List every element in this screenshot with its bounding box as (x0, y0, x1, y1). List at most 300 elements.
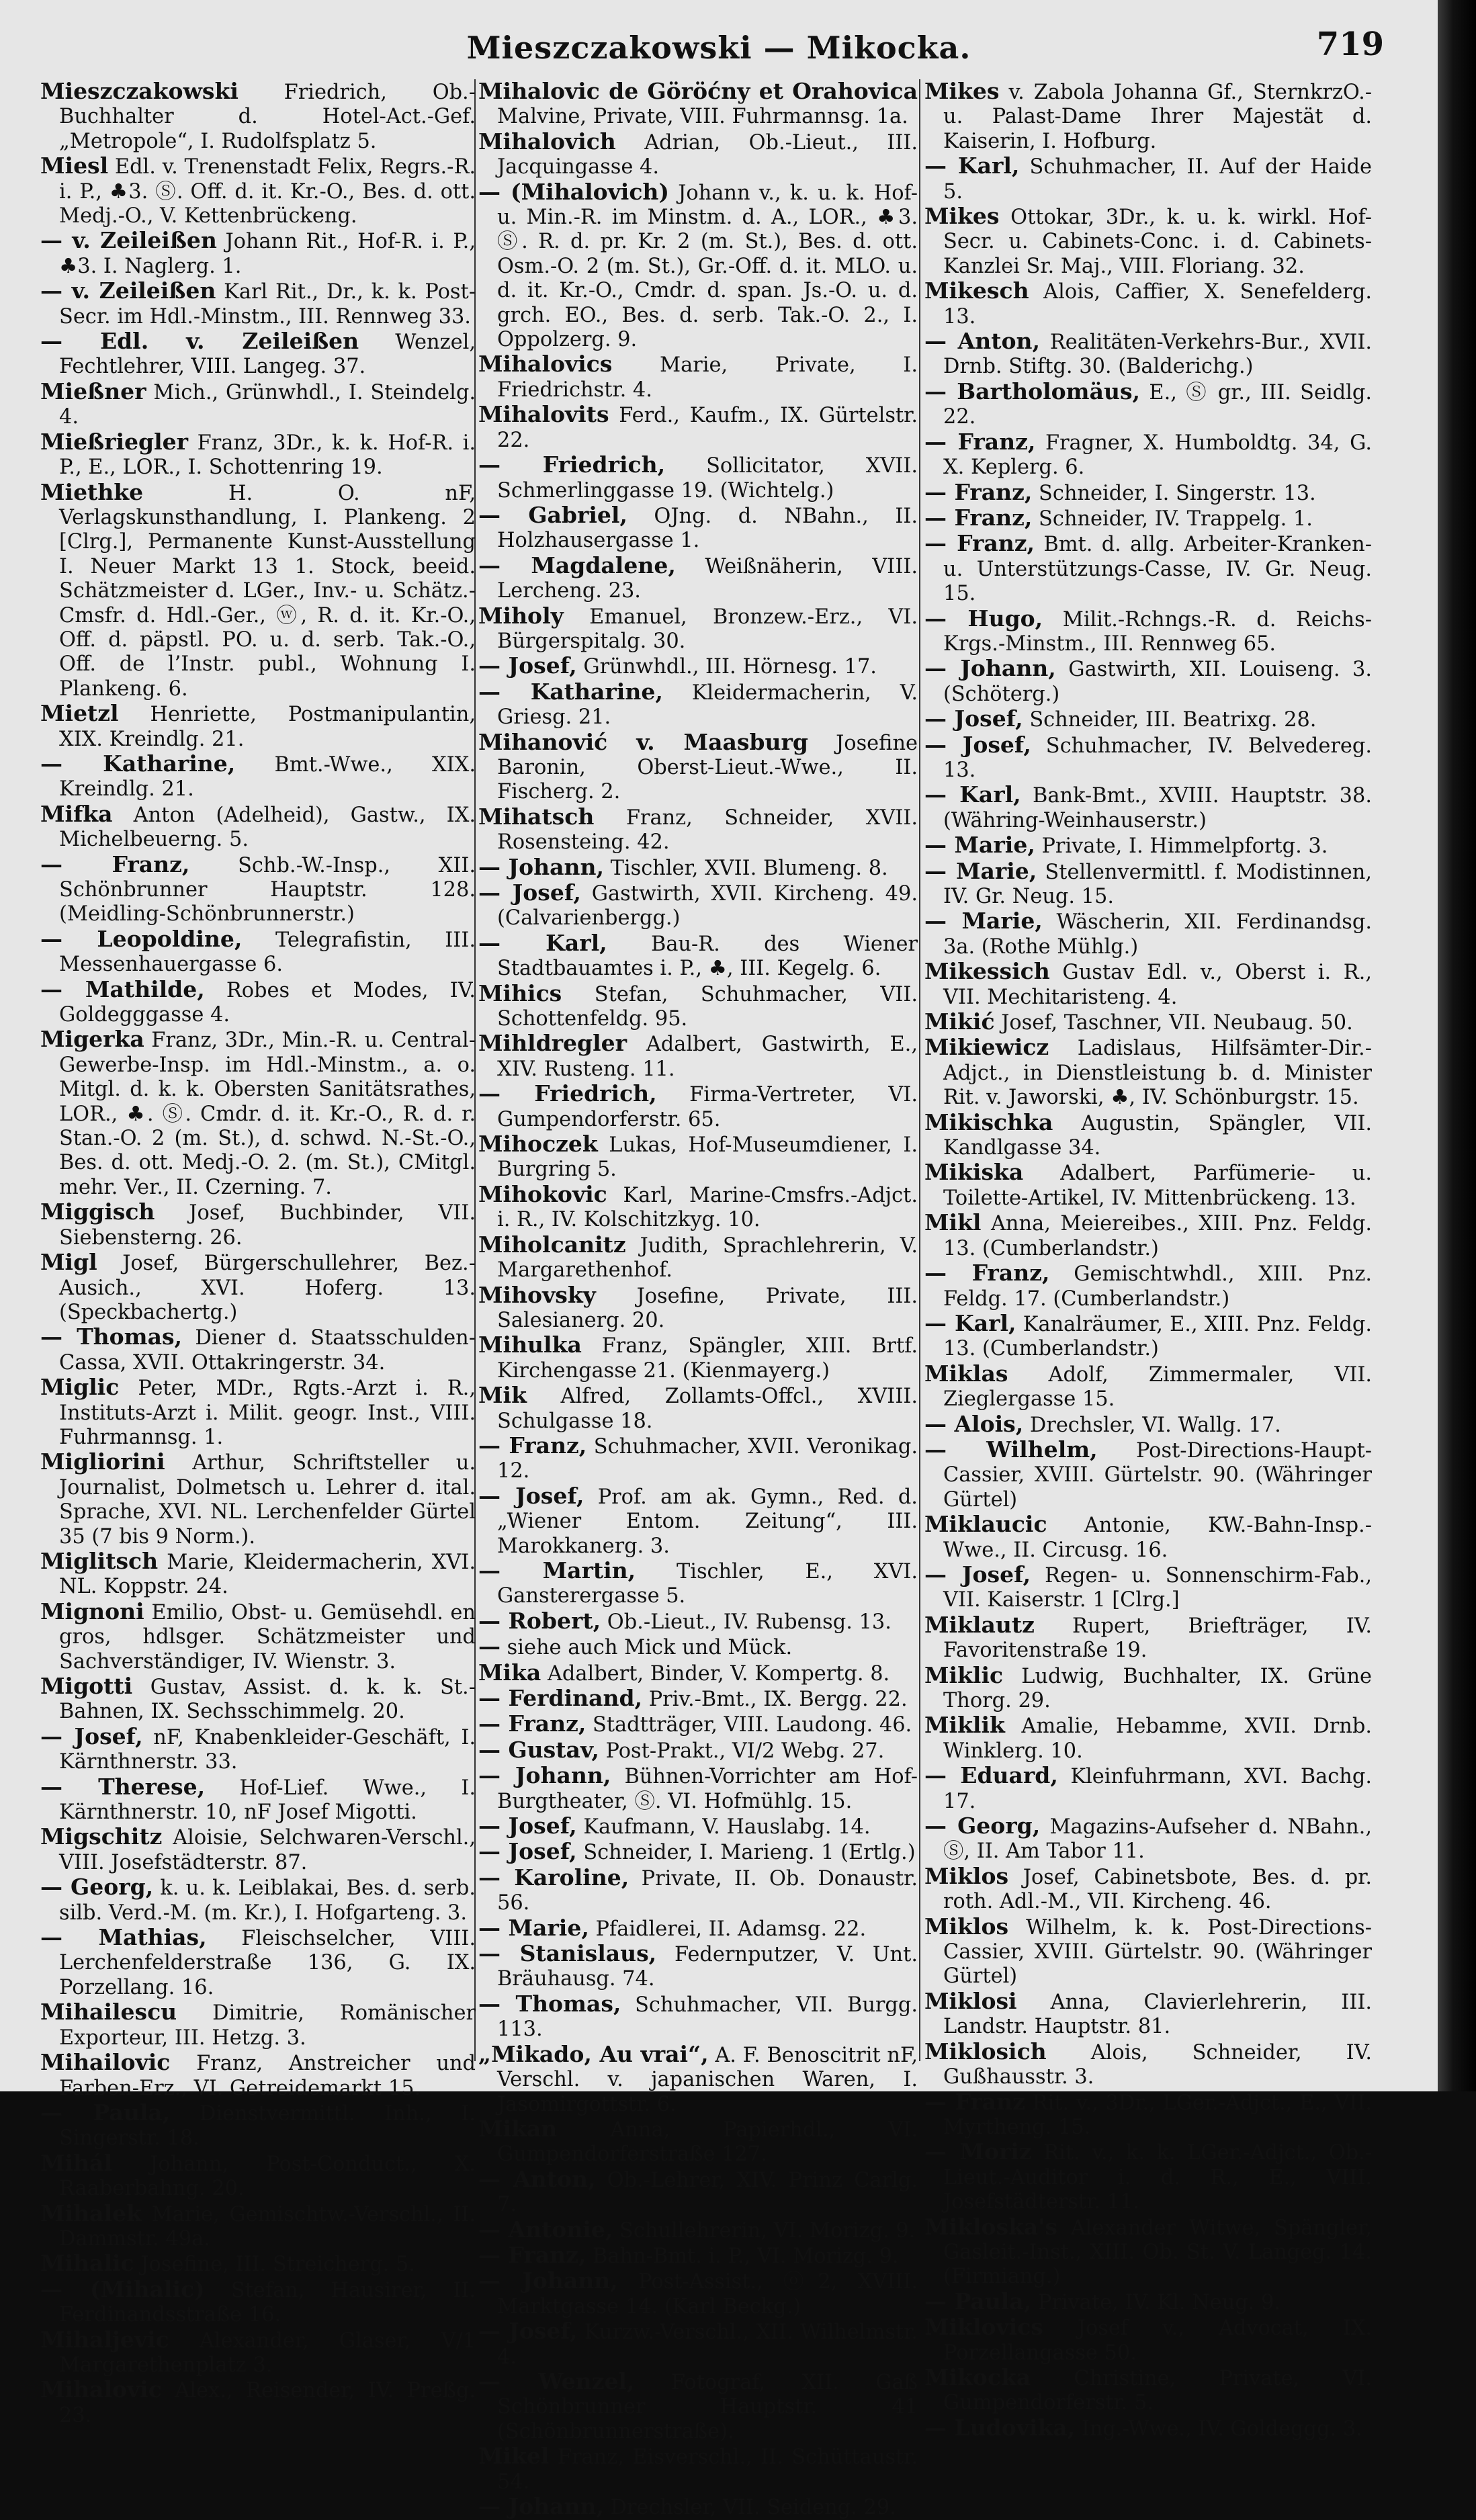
entry-details: Wäscherin, XII. Ferdinandsg. 3a. (Rothe Mühlg.) (943, 910, 1372, 959)
entry-surname: — Johann, (478, 2493, 604, 2519)
entry-details: Drechsler, VI. Wallg. 17. (1029, 1413, 1281, 1437)
entry-surname: — Robert, (478, 1607, 601, 1634)
directory-entry (40, 1725, 476, 1775)
directory-entry (40, 1674, 476, 1725)
entry-surname: — Edl. v. Zeileißen (40, 328, 359, 355)
entry-surname: — Thomas, (478, 1990, 621, 2017)
entry-details: Gastwirth, XVII. Kircheng. 49. (Calvarienbergg.) (497, 882, 918, 930)
entry-surname: — Josef, (478, 1813, 577, 1839)
entry-details: Marie, Gemischtw.-Verschl., II. Dammstr. 49a. (59, 2202, 476, 2251)
directory-entry (478, 604, 918, 654)
entry-surname: — Eduard, (924, 1762, 1058, 1789)
entry-details: H. O. nF, Verlagskunsthandlung, I. Plankeng. 2 [Clrg.], Permanente Kunst-Ausstellung I. Neuer Markt 13 1. Stock, beeid. Schätzmeister d. LGer., Inv.- u. Schätz.-Cmsfr. d. Hdl.-Ger., ⓦ, R. d. it. Kr.-O., Off. d. päpstl. PO. u. d. serb. Tak.-O., Off. de l’Instr. publ., Wohnung I. Plankeng. 6. (59, 481, 476, 701)
entry-details: v. Zabola Johanna Gf., SternkrzO.-u. Palast-Dame Ihrer Majestät d. Kaiserin, I. Hofburg. (943, 81, 1372, 153)
directory-entry (924, 1512, 1372, 1563)
entry-details: Josefine Baronin, Oberst-Lieut.-Wwe., II. Fischerg. 2. (497, 731, 918, 804)
book-gutter-edge (1438, 0, 1476, 2091)
entry-surname: Mikischka (924, 1109, 1053, 1135)
entry-surname: Miesl (40, 153, 109, 179)
entry-details: Gustav, Assist. d. k. k. St.-Bahnen, IX. Sechsschimmelg. 20. (59, 1676, 476, 1724)
entry-surname: Mihailescu (40, 1999, 177, 2026)
entry-surname: Miklos (924, 1862, 1009, 1889)
entry-details: Stadtträger, VIII. Laudong. 46. (593, 1713, 912, 1737)
entry-details: Franz, Schneider, XVII. Rosensteing. 42. (497, 806, 918, 855)
entry-surname: — Marie, (924, 908, 1043, 935)
entry-details: Franz, 3Dr., Min.-R. u. Central-Gewerbe-Insp. im Hdl.-Minstm., a. o. Mitgl. d. k. k. Obersten Sanitätsrathes, LOR., ♣. Ⓢ. Cmdr. d. it. Kr.-O., R. d. r. Stan.-O. 2 (m. St.), d. schwd. N.-St.-O., Bes. d. ott. Medj.-O. 2. (m. St.), CMitgl. mehr. Ver., II. Czerning. 7. (59, 1029, 476, 1199)
entry-details: Karl Rit., Dr., k. k. Post-Secr. im Hdl.-Minstm., III. Rennweg 33. (59, 280, 476, 329)
directory-entry (924, 656, 1372, 707)
directory-entry (478, 680, 918, 730)
entry-surname: Mihics (478, 980, 562, 1006)
entry-details: Friedrich, Ob.-Buchhalter d. Hotel-Act.-Gef. „Metropole“, I. Rudolfsplatz 5. (59, 81, 476, 153)
entry-details: Franz, Eisverschl., II. Schüttaustr. 54. (497, 2445, 918, 2494)
directory-entry (40, 2251, 476, 2277)
running-head: Mieszczakowski — Mikocka. (466, 30, 971, 66)
entry-details: Edl. v. Trenenstadt Felix, Regrs.-R. i. P., ♣3. Ⓢ. Off. d. it. Kr.-O., Bes. d. ott. Medj.-O., V. Kettenbrückeng. (59, 155, 476, 228)
directory-entry (478, 2042, 918, 2117)
entry-surname: — Josef, (40, 1723, 143, 1749)
entry-details: Ladislaus, Hilfsämter-Dir.-Adjct., in Dienstleistung b. d. Minister Rit. v. Jaworski, ♣, IV. Schönburgstr. 15. (943, 1037, 1372, 1110)
directory-entry (478, 855, 918, 881)
entry-surname: — v. Zeileißen (40, 227, 217, 254)
entry-surname: — Karl, (478, 929, 607, 956)
entry-surname: Miethke (40, 478, 144, 505)
directory-entry (40, 1549, 476, 1600)
entry-surname: Mihalic (40, 2250, 134, 2277)
entry-surname: — Johann, (924, 655, 1056, 682)
entry-details: Adalbert, Parfümerie- u. Toilette-Artikel, IV. Mittenbrückeng. 13. (943, 1162, 1372, 1210)
directory-entry (478, 1383, 918, 1434)
entry-details: Private, I. Himmelpfortg. 3. (1041, 834, 1328, 859)
entry-surname: — Josef, (478, 2318, 578, 2345)
entry-details: Adolf, Zimmermaler, VII. Zieglergasse 15. (943, 1362, 1372, 1411)
entry-details: Johann, Post-Conduct., X. Raaberbahng. 20. (59, 2152, 476, 2201)
directory-entry (478, 654, 918, 679)
entry-surname: Miklic (924, 1661, 1004, 1688)
directory-entry (478, 730, 918, 805)
entry-surname: Mihalovits (478, 401, 609, 428)
entry-details: Robes et Modes, IV. Goldegggasse 4. (59, 978, 476, 1027)
directory-entry (478, 2494, 918, 2520)
entry-surname: Mießner (40, 378, 146, 404)
directory-entry (40, 2050, 476, 2101)
entry-surname: — Karl, (924, 781, 1021, 808)
entry-surname: — Anton, (924, 328, 1041, 355)
entry-surname: — Franz, (924, 504, 1033, 531)
entry-details: Sollicitator, XVII. Schmerlinggasse 19. (Wichtelg.) (497, 454, 918, 503)
column-2 (478, 78, 918, 2519)
directory-entry (478, 1233, 918, 1283)
entry-details: Josef, Buchbinder, VII. Siebensterng. 26. (59, 1201, 476, 1250)
directory-entry (40, 228, 476, 279)
entry-surname: — Katharine, (478, 678, 663, 705)
entry-details: Josef, Taschner, VII. Neubaug. 50. (1001, 1011, 1353, 1035)
directory-entry (924, 380, 1372, 430)
entry-details: Adrian, Ob.-Lieut., III. Jacquingasse 4. (497, 130, 918, 179)
directory-entry (478, 1992, 918, 2042)
entry-surname: — Mathilde, (40, 975, 205, 1002)
entry-details: Fragner, X. Humboldtg. 34, G. X. Keplerg. 6. (943, 431, 1372, 480)
entry-surname: — Georg, (924, 1813, 1041, 1839)
directory-entry (40, 802, 476, 853)
entry-details: Alois, Caffier, X. Senefelderg. 13. (943, 280, 1372, 329)
entry-details: Johann v., k. u. k. Hof- u. Min.-R. im Minstm. d. A., LOR., ♣3. Ⓢ. R. d. pr. Kr. 2 (m. St.), Bes. d. ott. Osm.-O. 2 (m. St.), Gr.-Off. d. it. MLO. u. d. it. Kr.-O., Cmdr. d. span. Js.-O. u. d. grch. EO., Bes. d. serb. Tak.-O. 2., I. Oppolzerg. 9. (497, 181, 918, 352)
entry-surname: — Franz, (924, 530, 1035, 557)
entry-details: Gustav Edl. v., Oberst i. R., VII. Mechitaristeng. 4. (943, 961, 1372, 1009)
entry-surname: — Marie, (478, 1914, 589, 1941)
directory-entry (924, 1160, 1372, 1211)
entry-surname: — Bartholomäus, (924, 378, 1141, 404)
entry-details: Bank-Bmt., XVIII. Hauptstr. 38. (Währing-Weinhauserstr.) (943, 784, 1372, 832)
entry-surname: Mikić (924, 1008, 995, 1035)
directory-entry (924, 329, 1372, 380)
directory-entry (924, 733, 1372, 783)
entry-surname: Mieszczakowski (40, 78, 238, 104)
entry-surname: Mihaljevic (40, 2326, 169, 2353)
entry-surname: Mik (478, 1382, 527, 1409)
entry-details: Marie, Kleidermacherin, XVI. NL. Koppstr. 24. (59, 1550, 476, 1599)
entry-details: Lukas, Hof-Museumdiener, I. Burgring 5. (497, 1133, 918, 1182)
entry-surname: — Hugo, (924, 605, 1043, 632)
entry-surname: — Johann, (478, 1762, 611, 1789)
directory-entry (924, 1864, 1372, 1915)
entry-surname: Mietzl (40, 700, 119, 727)
directory-entry (40, 79, 476, 154)
directory-entry (40, 1200, 476, 1250)
directory-entry (478, 1333, 918, 1383)
entry-details: Anton (Adelheid), Gastw., IX. Michelbeuerng. 5. (59, 803, 476, 852)
entry-surname: Migliorini (40, 1448, 165, 1475)
directory-entry (40, 1600, 476, 1674)
directory-entry (478, 554, 918, 604)
directory-entry (40, 329, 476, 380)
entry-details: Anna, Meiereibes., XIII. Pnz. Feldg. 13. (Cumberlandstr.) (943, 1212, 1372, 1260)
entry-details: Amalie, Hebamme, XVII. Drnb. Winklerg. 10. (943, 1714, 1372, 1763)
directory-entry (924, 783, 1372, 833)
entry-details: Milit.-Rchngs.-R. d. Reichs-Krgs.-Minstm., III. Rennweg 65. (943, 607, 1372, 656)
entry-details: Private, II. Ob. Donaustr. 56. (497, 1866, 918, 1915)
entry-surname: — Therese, (40, 1773, 206, 1800)
directory-entry (478, 881, 918, 931)
entry-surname: — Johann, (478, 2267, 618, 2294)
entry-surname: — Paula, (40, 2099, 171, 2126)
entry-surname: — Wenzel, (478, 2367, 635, 2394)
directory-entry (478, 1661, 918, 1686)
entry-surname: Mikes (924, 78, 1000, 104)
entry-details: Magazins-Aufseher d. NBahn., Ⓢ, II. Am Tabor 11. (943, 1815, 1372, 1864)
entry-details: A. F. Benoscitrit nF, Verschl. v. japanischen Waren, I. Jasomirgottstr. 6. (497, 2043, 918, 2116)
directory-entry (924, 1713, 1372, 1764)
entry-details: Schullehrerin, VI. Morizg. 9. (619, 2218, 916, 2243)
entry-surname: — v. Zeileißen (40, 277, 216, 304)
directory-entry (924, 859, 1372, 910)
entry-details: Anna, Clavierlehrerin, III. Landstr. Hauptstr. 81. (943, 1990, 1372, 2039)
entry-surname: — Ludovika, (924, 2414, 1076, 2441)
entry-details: Antonie, KW.-Bahn-Insp.-Wwe., II. Circusg. 16. (943, 1514, 1372, 1562)
entry-details: Gemischtwhdl., XIII. Pnz. Feldg. 17. (Cumberlandstr.) (943, 1262, 1373, 1311)
entry-surname: — Franz, (924, 478, 1033, 505)
entry-details: Josef, Bürgerschullehrer, Bez.-Ausich., XVI. Hoferg. 13. (Speckbachertg.) (59, 1252, 476, 1324)
entry-details: Franz, Anstreicher und Farben-Erz., VI. Getreidemarkt 15. (59, 2052, 476, 2100)
directory-entry (478, 1686, 918, 1712)
entry-details: Grünwhdl., III. Hörnesg. 17. (583, 655, 877, 679)
column-3 (924, 78, 1373, 2441)
directory-entry (924, 1111, 1372, 1161)
directory-entry (40, 380, 476, 430)
entry-surname: — Georg, (40, 1874, 154, 1901)
entry-surname: — (Mihalic) (40, 2275, 205, 2302)
entry-details: Arthur, Schriftsteller u. Journalist, Dolmetsch u. Lehrer d. ital. Sprache, XVI. NL. Lerchenfelder Gürtel 35 (7 bis 9 Norm.). (59, 1451, 476, 1549)
entry-details: Stefan, Schuhmacher, VII. Schottenfeldg. 95. (497, 982, 918, 1031)
entry-surname: — Franz, (924, 428, 1036, 455)
entry-details: Bühnen-Vorrichter am Hof-Burgtheater, Ⓢ. VI. Hofmühlg. 15. (497, 1765, 918, 1813)
directory-entry (478, 79, 918, 130)
directory-entry (478, 1559, 918, 1609)
entry-surname: — Franz (924, 2088, 1025, 2115)
directory-entry (40, 154, 476, 228)
directory-entry (478, 180, 918, 353)
entry-details: Alfred, Zollamts-Offcl., XVIII. Schulgasse 18. (497, 1385, 918, 1433)
entry-details: Schneider, III. Beatrixg. 28. (1029, 708, 1317, 732)
entry-details: Ob.-Lieut., IV. Rubensg. 13. (607, 1610, 892, 1634)
entry-surname: — Friedrich, (478, 451, 666, 478)
entry-surname: — (478, 1633, 501, 1660)
directory-entry (40, 752, 476, 802)
directory-entry (40, 2378, 476, 2428)
directory-entry (40, 2000, 476, 2050)
entry-details: Gastwirth, XII. Louiseng. 3. (Schöterg.) (943, 658, 1373, 706)
entry-surname: Miklautz (924, 1611, 1035, 1638)
entry-details: Josef v., Advocat, IX. Porzellangasse 50. (943, 2316, 1372, 2365)
entry-surname: Miglic (40, 1374, 120, 1401)
directory-entry (924, 1663, 1372, 1714)
directory-entry (924, 607, 1372, 657)
directory-entry (924, 2040, 1372, 2090)
directory-entry (924, 1563, 1372, 1613)
entry-surname: Mikes (924, 203, 1000, 230)
entry-details: Diener d. Staatsschulden-Cassa, XVII. Ottakringerstr. 34. (59, 1326, 476, 1375)
directory-entry (478, 1839, 918, 1865)
directory-entry (924, 1010, 1372, 1035)
directory-entry (924, 279, 1372, 329)
directory-entry (924, 1412, 1372, 1438)
entry-surname: Mikiska (924, 1159, 1024, 1186)
directory-entry (478, 1484, 918, 1559)
entry-details: Federnputzer, V. Unt. Bräuhausg. 74. (497, 1943, 918, 1991)
entry-details: Schuhmacher, VII. Burgg. 113. (497, 1993, 918, 2042)
directory-entry (40, 1027, 476, 1200)
entry-surname: Mihál (40, 2149, 112, 2176)
directory-entry (924, 2215, 1372, 2290)
directory-entry (924, 833, 1372, 859)
entry-details: Priv.-Bmt., IX. Bergg. 22. (648, 1688, 908, 1711)
entry-details: Anna, Papierhdl., VI. Gumpendorferstraße 127. (497, 2118, 918, 2167)
directory-entry (478, 1609, 918, 1635)
entry-surname: — Franz, (40, 851, 190, 877)
directory-entry (40, 480, 476, 702)
entry-details: Peter, MDr., Rgts.-Arzt i. R., Instituts-Arzt i. Milit. geogr. Inst., VIII. Fuhrmannsg. 1. (59, 1377, 476, 1449)
entry-details: Emanuel, Bronzew.-Erz., VI. Bürgerspitalg. 30. (497, 605, 918, 653)
entry-details: Bmt. d. allg. Arbeiter-Kranken- u. Unterstützungs-Casse, IV. Gr. Neug. 15. (943, 533, 1372, 606)
entry-surname: Mikloska's (924, 2213, 1057, 2240)
directory-entry (40, 1375, 476, 1450)
entry-details: nF, Knabenkleider-Geschäft, I. Kärnthnerstr. 33. (59, 1725, 476, 1774)
directory-entry (924, 707, 1372, 732)
entry-surname: Mihldregler (478, 1030, 627, 1057)
directory-entry (478, 1764, 918, 1814)
directory-entry (924, 531, 1372, 606)
directory-entry (924, 506, 1372, 531)
entry-details: Rit. v., 3Dr., LGer.-Adjct., E., VII. Myrtheng. 15. (943, 2091, 1372, 2139)
entry-details: Schneider, I. Marieng. 1 (Ertlg.) (583, 1841, 916, 1865)
entry-surname: Mifka (40, 800, 113, 827)
directory-entry (478, 352, 918, 402)
entry-details: Johann Rit., Hof-R. i. P., ♣3. I. Naglerg. 1. (59, 230, 476, 278)
directory-entry (478, 1082, 918, 1132)
entry-details: Weißnäherin, VIII. Lercheng. 23. (497, 554, 918, 603)
entry-surname: Miklos (924, 1913, 1009, 1940)
directory-entry (924, 1438, 1372, 1512)
entry-details: E., Ⓢ gr., III. Seidlg. 22. (943, 380, 1372, 429)
entry-surname: — Friedrich, (478, 1080, 657, 1107)
entry-surname: Mikesch (924, 277, 1029, 304)
entry-surname: — Karl, (924, 1309, 1016, 1336)
directory-entry (924, 204, 1372, 279)
entry-surname: — Josef, (924, 1561, 1031, 1588)
entry-details: k. u. k. Leiblakai, Bes. d. serb. silb. Verd.-M. (m. Kr.), I. Hofgarteng. 3. (59, 1876, 476, 1925)
entry-surname: — Josef, (924, 705, 1023, 732)
column-divider (919, 79, 920, 2061)
entry-details: Schuhmacher, II. Auf der Haide 5. (943, 155, 1373, 204)
entry-details: Rit. v., k. k. LGer.-Adjct., Ob.-Lieut.-Auditor i. d. R., E., VIII. Josefstädterstr. 11. (943, 2141, 1372, 2214)
entry-surname: Miklosi (924, 1987, 1017, 2014)
directory-entry (40, 1325, 476, 1375)
entry-surname: Miklosich (924, 2038, 1047, 2065)
directory-entry (924, 1261, 1372, 1311)
page-header (0, 20, 1438, 67)
entry-details: Post-Assist., ⓞ2, XVIII. Marktgasse 14. (Karl Beckg.) (497, 2270, 918, 2318)
entry-details: Adalbert, Gastwirth, E., XIV. Rusteng. 11. (497, 1033, 918, 1081)
directory-entry (924, 2090, 1372, 2140)
directory-entry (478, 1712, 918, 1737)
entry-details: Post-Prakt., VI/2 Webg. 27. (605, 1739, 885, 1763)
entry-surname: Miholy (478, 602, 564, 629)
directory-entry (478, 2243, 918, 2269)
entry-surname: — Gabriel, (478, 501, 627, 528)
entry-details: Schb.-W.-Insp., XII. Schönbrunner Hauptstr. 128. (Meidling-Schönbrunnerstr.) (59, 853, 476, 926)
entry-details: Mich., Grünwhdl., I. Steindelg. 4. (59, 380, 476, 429)
entry-details: Prof. am ak. Gymn., Red. d. „Wiener Entom. Zeitung“, III. Marokkanerg. 3. (497, 1485, 918, 1558)
entry-details: Josef, Cabinetsbote, Bes. d. pr. roth. Adl.-M., VII. Kircheng. 46. (943, 1865, 1372, 1914)
entry-surname: Miklik (924, 1712, 1005, 1739)
entry-surname: — Anton, (478, 2165, 596, 2192)
entry-surname: — Leopoldine, (40, 925, 243, 952)
directory-entry (40, 701, 476, 752)
entry-surname: Mikel (478, 2443, 550, 2470)
entry-details: OJng. d. NBahn., II. Holzhausergasse 1. (497, 504, 918, 553)
entry-surname: Mihovsky (478, 1281, 596, 1308)
directory-entry (478, 1434, 918, 1484)
directory-entry (40, 2101, 476, 2151)
entry-surname: — Marie, (924, 857, 1037, 884)
entry-details: Stellenvermittl. f. Modistinnen, IV. Gr. Neug. 15. (943, 860, 1372, 908)
directory-entry (924, 1989, 1372, 2040)
entry-details: Alexander, Glaser, V/1 Margarethenplatz 3. (59, 2329, 476, 2377)
directory-entry (924, 2315, 1372, 2365)
directory-entry (40, 1250, 476, 1325)
entry-details: Adalbert, Binder, V. Kompertg. 8. (547, 1661, 890, 1686)
entry-details: Ottokar, 3Dr., k. u. k. wirkl. Hof-Secr. u. Cabinets-Conc. i. d. Cabinets-Kanzlei Sr. Maj., VIII. Floriang. 32. (943, 206, 1372, 278)
entry-details: Drechsler, VII. Seideng. 29. (610, 2496, 896, 2519)
directory-entry (478, 1635, 918, 1660)
entry-surname: Mihalek (40, 2200, 142, 2226)
entry-details: Franz, Spängler, XIII. Brtf. Kirchengasse 21. (Kienmayerg.) (497, 1334, 918, 1383)
entry-surname: Migl (40, 1249, 97, 1276)
entry-surname: — Thomas, (40, 1323, 183, 1350)
directory-entry (924, 2290, 1372, 2315)
entry-details: Judith, Sprachlehrerin, V. Margarethenhof. (497, 1233, 918, 1283)
directory-entry (924, 2365, 1372, 2416)
entry-surname: Migschitz (40, 1823, 163, 1850)
directory-entry (478, 1283, 918, 1334)
column-1 (40, 78, 476, 2427)
directory-entry (40, 2277, 476, 2328)
entry-details: Dimitrie, Romänischer Exporteur, III. Hetzg. 3. (59, 2001, 476, 2050)
entry-surname: Mießriegler (40, 428, 189, 455)
directory-entry (40, 2328, 476, 2378)
entry-details: Private, IV. Kl. Neug. 9. (1037, 2290, 1280, 2314)
entry-details: Karl, Marine-Cmsfrs.-Adjct. i. R., IV. Kolschitzkyg. 10. (497, 1183, 918, 1232)
directory-entry (924, 2416, 1372, 2441)
directory-entry (40, 2151, 476, 2202)
entry-details: Firma-Vertreter, VI. Gumpendorferstr. 65. (497, 1083, 918, 1131)
entry-details: Bau-R. des Wiener Stadtbauamtes i. P., ♣, III. Kegelg. 6. (497, 932, 918, 981)
entry-surname: Mihokovic (478, 1180, 607, 1207)
entry-surname: Mihalovic de Göröćny et Orahovica (478, 78, 918, 104)
directory-entry (924, 1311, 1372, 1362)
entry-details: Kaufmann, V. Hauslabg. 14. (583, 1815, 871, 1839)
entry-surname: — Franz, (478, 1710, 587, 1737)
entry-details: Alois, Schneider, IV. Gußhausstr. 3. (943, 2040, 1372, 2089)
entry-details: Regen- u. Sonnenschirm-Fab., VII. Kaiserstr. 1 [Clrg.] (943, 1563, 1372, 1612)
entry-details: Henriette, Postmanipulantin, XIX. Kreindlg. 21. (59, 703, 476, 751)
directory-entry (924, 2140, 1372, 2214)
entry-surname: — Franz, (478, 1432, 587, 1459)
entry-surname: Migotti (40, 1673, 133, 1699)
entry-details: Stefan, Hausirer, II. Ferdinandsstraße 16. (59, 2278, 476, 2327)
directory-entry (478, 2167, 918, 2218)
directory-entry (924, 154, 1372, 204)
entry-surname: Mihulka (478, 1332, 582, 1358)
directory-entry (478, 2319, 918, 2370)
entry-surname: — Gustav, (478, 1736, 599, 1763)
entry-surname: Mihoczek (478, 1131, 598, 1158)
entry-details: Post-Directions-Haupt-Cassier, XVIII. Gürtelstr. 90. (Währinger Gürtel) (943, 1438, 1372, 1512)
directory-entry (478, 1942, 918, 1992)
entry-surname: Mihalovics (478, 351, 613, 378)
entry-surname: Mihalovic (40, 2376, 162, 2403)
entry-surname: Mika (478, 1659, 541, 1686)
entry-surname: — Stanislaus, (478, 1940, 657, 1967)
directory-entry (478, 1866, 918, 1916)
directory-entry (478, 453, 918, 503)
entry-details: Josefine, Private, III. Salesianerg. 20. (497, 1284, 918, 1332)
entry-surname: — Magdalene, (478, 552, 676, 578)
directory-entry (40, 2202, 476, 2252)
entry-surname: Mihanović v. Maasburg (478, 728, 808, 755)
directory-entry (924, 959, 1372, 1010)
entry-details: Tischler, E., XVI. Gansterergasse 5. (497, 1559, 918, 1608)
